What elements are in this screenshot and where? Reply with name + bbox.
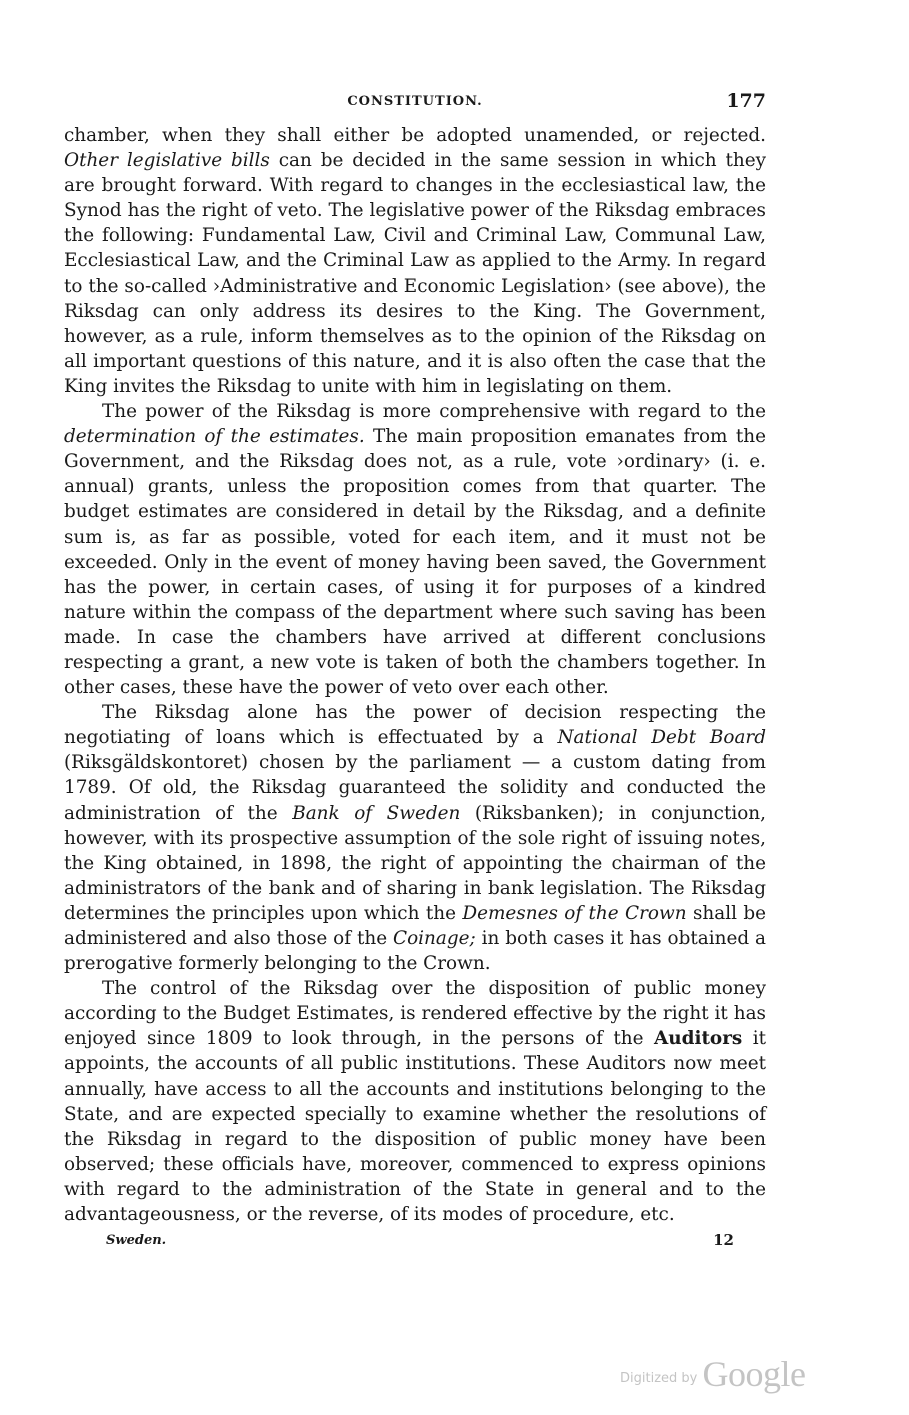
text-run: The control of the Riksdag over the disposition of public money according to the Budget Estimates, is rendered effective by the right it has enjoyed since 1809 to look through, in the persons of the <box>64 978 766 1050</box>
text-run: shall be administered and also those of the <box>64 902 767 949</box>
digitized-prefix: Digitized by <box>620 1371 698 1386</box>
italic-run: determination of the estimates. <box>64 426 365 448</box>
text-run: The power of the Riksdag is more comprehensive with regard to the <box>102 401 766 423</box>
text-run: it appoints, the accounts of all public institutions. These Auditors now meet annually, have access to all the accounts and institutions belonging to the State, and are expected specially to examine whether the resolutions of the Riksdag in regard to the disposition of public money have been observed; these officials have, moreover, commenced to express opinions with regard to the administration of the State in general and to the advantageousness, or the reverse, of its modes of procedure, etc. <box>64 1028 766 1226</box>
page-number: 177 <box>726 90 766 112</box>
paragraph-4 <box>64 976 766 1227</box>
italic-run: Demesnes of the Crown <box>462 902 687 924</box>
paragraph-2 <box>64 399 766 700</box>
text-run: (Riksbanken); in conjunction, however, with its prospective assumption of the sole right of issuing notes, the King obtained, in 1898, the right of appointing the chairman of the administrators of the bank and of sharing in bank legislation. The Riksdag determines the principles upon which the <box>64 802 766 924</box>
italic-run: Bank of Sweden <box>292 802 461 824</box>
italic-run: Coinage; <box>393 928 476 949</box>
italic-run: National Debt Board <box>557 727 766 749</box>
text-run: The main proposition emanates from the Government, and the Riksdag does not, as a rule, vote ›ordinary› (i. e. annual) grants, unless the proposition comes from that quarter. The budget estimates are considered in detail by the Riksdag, and a definite sum is, as far as possible, voted for each item, and it must not be exceeded. Only in the event of money having been saved, the Government has the power, in certain cases, of using it for purposes of a kindred nature within the compass of the department where such saving has been made. In case the chambers have arrived at different conclusions respecting a grant, a new vote is taken of both the chambers together. In other cases, these have the power of veto over each other. <box>64 426 766 699</box>
text-run: The Riksdag alone has the power of decision respecting the negotiating of loans which is effectuated by a <box>64 702 766 749</box>
digitized-watermark <box>620 1353 805 1395</box>
running-head <box>64 90 766 114</box>
text-run: in both cases it has obtained a prerogative formerly belonging to the Crown. <box>64 928 766 975</box>
text-run: chamber, when they shall either be adopted unamended, or rejected. <box>64 125 766 146</box>
signature-number: 12 <box>713 1231 734 1250</box>
text-run: can be decided in the same session in which they are brought forward. With regard to changes in the ecclesiastical law, the Synod has the right of veto. The legislative power of the Riksdag embraces the following: Fundamental Law, Civil and Criminal Law, Communal Law, Ecclesiastical Law, and the Criminal Law as applied to the Army. In regard to the so-called ›Administrative and Economic Legislation› (see above), the Riksdag can only address its desires to the King. The Government, however, as a rule, inform themselves as to the opinion of the Riksdag on all important questions of this nature, and it is also often the case that the King invites the Riksdag to unite with him in legislating on them. <box>64 150 766 397</box>
bold-run: Auditors <box>653 1028 743 1050</box>
signature-line <box>64 1231 766 1253</box>
paragraph-1 <box>64 123 766 399</box>
signature-mark: Sweden. <box>106 1233 167 1249</box>
text-run: (Riksgäldskontoret) chosen by the parliament — a custom dating from 1789. Of old, the Riksdag guaranteed the solidity and conducted the administration of the <box>64 752 766 824</box>
paragraph-3 <box>64 700 766 976</box>
italic-run: Other legislative bills <box>64 150 270 172</box>
book-page <box>64 90 766 1253</box>
google-logo: Google <box>702 1354 806 1394</box>
body-text <box>64 123 766 1227</box>
running-head-title: CONSTITUTION. <box>347 94 483 109</box>
